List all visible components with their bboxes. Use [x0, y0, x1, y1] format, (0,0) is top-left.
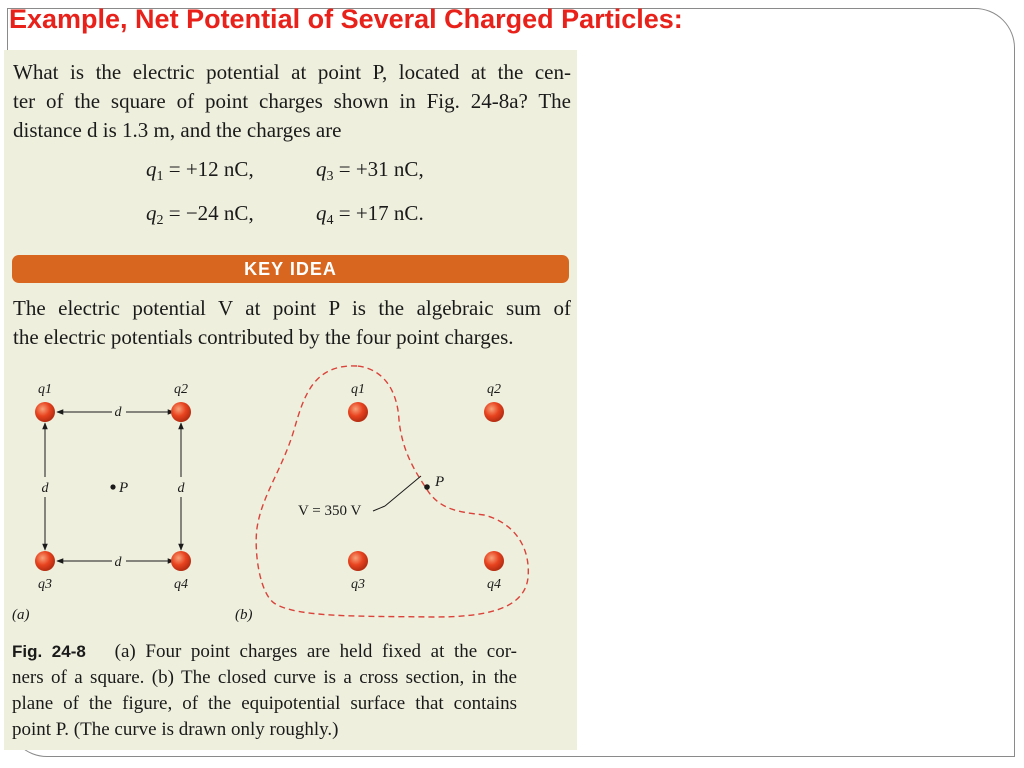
potential-leader-line [385, 476, 421, 506]
charge-q3-b [348, 551, 368, 571]
charge-label-q3-a: q3 [38, 577, 52, 592]
point-p-label-a: P [119, 480, 129, 496]
charge-label-q4-a: q4 [174, 577, 188, 592]
slide-title: Example, Net Potential of Several Charged Particles: [9, 4, 683, 34]
potential-leader-tick [373, 506, 385, 511]
charge-q4-a [171, 551, 191, 571]
charge-label-q1-a: q1 [38, 382, 52, 397]
key-idea-line-1: The electric potential V at point P is the algebraic sum of [13, 296, 571, 320]
figure-a [12, 382, 191, 623]
caption-line-1-text: (a) Four point charges are held fixed at the cor- [114, 641, 517, 662]
panel-label-b: (b) [235, 607, 253, 623]
distance-label-bottom: d [114, 555, 122, 570]
caption-line-4: point P. (The curve is drawn only roughly.) [12, 719, 339, 740]
caption-line-1 [12, 639, 517, 665]
charge-q1-a [35, 402, 55, 422]
equation-q4: $q_4 = +17$ nC. [316, 201, 424, 228]
charge-label-q4-b: q4 [487, 577, 501, 592]
equation-q1: $q_1 = +12$ nC, [146, 157, 254, 184]
charge-label-q1-b: q1 [351, 382, 365, 397]
figure-caption [12, 639, 517, 743]
equation-q3-value: = +31 nC, [338, 157, 424, 181]
problem-line-1: What is the electric potential at point P, located at the cen- [13, 60, 571, 84]
distance-label-right: d [177, 481, 185, 496]
caption-line-3: plane of the figure, of the equipotential surface that contains [12, 693, 517, 714]
distance-label-left: d [41, 481, 49, 496]
key-idea-banner: KEY IDEA [12, 255, 569, 283]
point-p-label-b: P [435, 474, 445, 490]
figure-b [235, 366, 528, 623]
charge-q4-b [484, 551, 504, 571]
charge-q2-a [171, 402, 191, 422]
equation-q2: $q_2 = -24$ nC, [146, 201, 254, 228]
equation-q1-value: = +12 nC, [168, 157, 254, 181]
textbook-panel [4, 50, 577, 750]
equation-q2-value: = −24 nC, [168, 201, 254, 225]
caption-fig-number: Fig. 24-8 [12, 642, 86, 661]
equation-q4-value: = +17 nC. [338, 201, 424, 225]
distance-label-top: d [114, 405, 122, 420]
charge-q2-b [484, 402, 504, 422]
panel-label-a: (a) [12, 607, 30, 623]
potential-label: V = 350 V [298, 503, 362, 519]
charge-q3-a [35, 551, 55, 571]
caption-line-2: ners of a square. (b) The closed curve is a cross section, in the [12, 667, 517, 688]
charge-label-q2-a: q2 [174, 382, 188, 397]
point-p-dot-a [110, 484, 115, 489]
problem-line-3: distance d is 1.3 m, and the charges are [13, 118, 342, 142]
charge-q1-b [348, 402, 368, 422]
key-idea-line-2: the electric potentials contributed by the four point charges. [13, 325, 514, 349]
problem-line-2: ter of the square of point charges shown in Fig. 24-8a? The [13, 89, 571, 113]
charge-label-q2-b: q2 [487, 382, 501, 397]
charge-label-q3-b: q3 [351, 577, 365, 592]
equation-q3: $q_3 = +31$ nC, [316, 157, 424, 184]
point-p-dot-b [424, 484, 430, 490]
